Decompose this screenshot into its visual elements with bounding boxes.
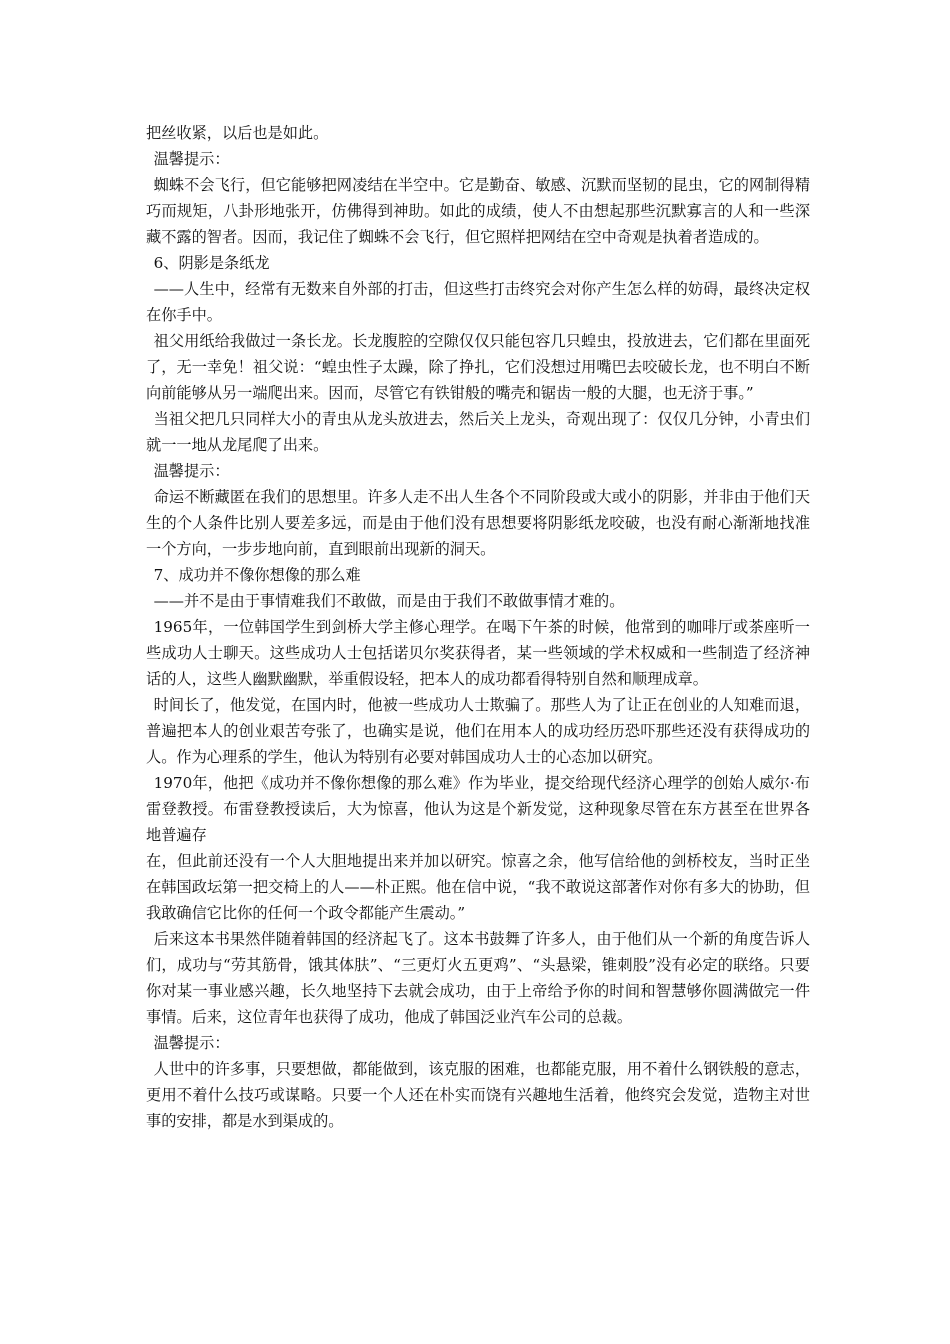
body-paragraph: 祖父用纸给我做过一条长龙。长龙腹腔的空隙仅仅只能包容几只蝗虫，投放进去，它们都在里面死了，无一幸免！祖父说：“蝗虫性子太躁，除了挣扎，它们没想过用嘴巴去咬破长龙，也不明白不断向前能够从另一端爬出来。因而，尽管它有铁钳般的嘴壳和锯齿一般的大腿，也无济于事。” <box>146 332 810 402</box>
body-paragraph: 1970年，他把《成功并不像你想像的那么难》作为毕业，提交给现代经济心理学的创始人威尔·布雷登教授。布雷登教授读后，大为惊喜，他认为这是个新发觉，这种现象尽管在东方甚至在世界各地普遍存 <box>146 774 810 844</box>
tip-heading: 温馨提示： <box>153 150 230 168</box>
body-paragraph: 后来这本书果然伴随着韩国的经济起飞了。这本书鼓舞了许多人，由于他们从一个新的角度告诉人们，成功与“劳其筋骨，饿其体肤”、“三更灯火五更鸡”、“头悬梁，锥刺股”没有必定的联络。只要你对某一事业感兴趣，长久地坚持下去就会成功，由于上帝给予你的时间和智慧够你圆满做完一件事情。后来，这位青年也获得了成功，他成了韩国泛业汽车公司的总裁。 <box>146 930 810 1026</box>
body-paragraph: 当祖父把几只同样大小的青虫从龙头放进去，然后关上龙头，奇观出现了：仅仅几分钟，小青虫们就一一地从龙尾爬了出来。 <box>146 410 810 454</box>
tip-paragraph: 蜘蛛不会飞行，但它能够把网凌结在半空中。它是勤奋、敏感、沉默而坚韧的昆虫，它的网制得精巧而规矩，八卦形地张开，仿佛得到神助。如此的成绩，使人不由想起那些沉默寡言的人和一些深藏不露的智者。因而，我记住了蜘蛛不会飞行，但它照样把网结在空中奇观是执着者造成的。 <box>146 176 810 246</box>
tip-paragraph: 命运不断藏匿在我们的思想里。许多人走不出人生各个不同阶段或大或小的阴影，并非由于他们天生的个人条件比别人要差多远，而是由于他们没有思想要将阴影纸龙咬破，也没有耐心渐渐地找准一个方向，一步步地向前，直到眼前出现新的洞天。 <box>146 488 810 558</box>
section-subtitle: ——人生中，经常有无数来自外部的打击，但这些打击终究会对你产生怎么样的妨碍，最终决定权在你手中。 <box>146 280 810 324</box>
tip-paragraph: 人世中的许多事，只要想做，都能做到，该克服的困难，也都能克服，用不着什么钢铁般的意志，更用不着什么技巧或谋略。只要一个人还在朴实而饶有兴趣地生活着，他终究会发觉，造物主对世事的安排，都是水到渠成的。 <box>146 1060 810 1130</box>
section-heading: 6、阴影是条纸龙 <box>153 254 270 272</box>
body-paragraph: 时间长了，他发觉，在国内时，他被一些成功人士欺骗了。那些人为了让正在创业的人知难而退，普遍把本人的创业艰苦夸张了，也确实是说，他们在用本人的成功经历恐吓那些还没有获得成功的人。作为心理系的学生，他认为特别有必要对韩国成功人士的心态加以研究。 <box>146 696 810 766</box>
body-paragraph: 在，但此前还没有一个人大胆地提出来并加以研究。惊喜之余，他写信给他的剑桥校友，当时正坐在韩国政坛第一把交椅上的人——朴正熙。他在信中说，“我不敢说这部著作对你有多大的协助，但我敢确信它比你的任何一个政令都能产生震动。” <box>146 852 810 922</box>
body-paragraph: 1965年，一位韩国学生到剑桥大学主修心理学。在喝下午茶的时候，他常到的咖啡厅或茶座听一些成功人士聊天。这些成功人士包括诺贝尔奖获得者，某一些领域的学术权威和一些制造了经济神话的人，这些人幽默幽默，举重假设轻，把本人的成功都看得特别自然和顺理成章。 <box>146 618 810 688</box>
section-subtitle: ——并不是由于事情难我们不敢做，而是由于我们不敢做事情才难的。 <box>153 592 625 610</box>
tip-heading: 温馨提示： <box>153 462 230 480</box>
paragraph-continuation: 把丝收紧，以后也是如此。 <box>146 124 329 142</box>
tip-heading: 温馨提示： <box>153 1034 230 1052</box>
document-page <box>146 120 810 1134</box>
section-heading: 7、成功并不像你想像的那么难 <box>153 566 361 584</box>
